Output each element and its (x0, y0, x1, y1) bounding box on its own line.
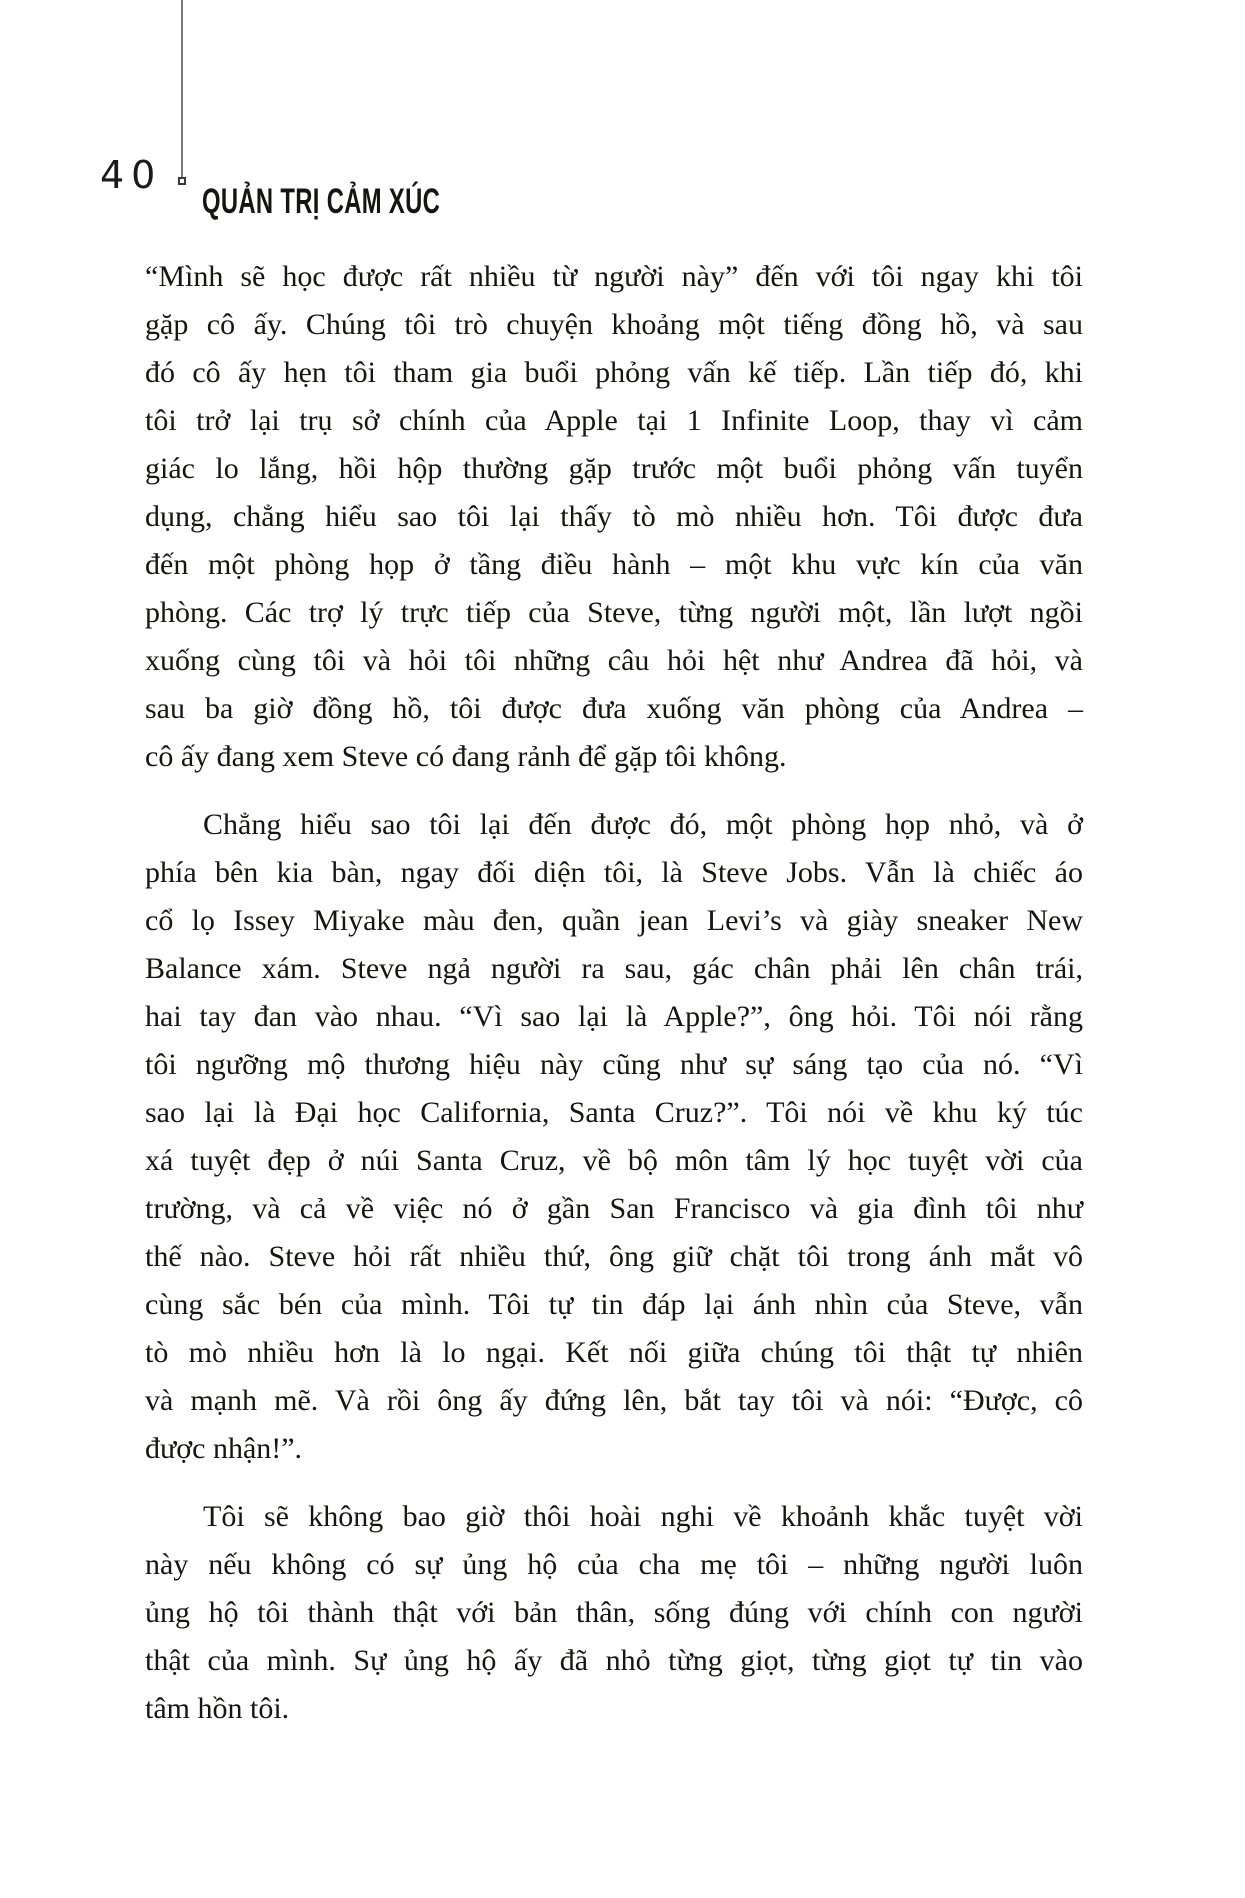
page-number: 40 (100, 153, 163, 197)
text-line: đó cô ấy hẹn tôi tham gia buổi phỏng vấn kế tiếp. Lần tiếp đó, khi (145, 356, 1083, 389)
text-line: gặp cô ấy. Chúng tôi trò chuyện khoảng một tiếng đồng hồ, và sau (145, 308, 1083, 341)
text-line: sao lại là Đại học California, Santa Cruz?”. Tôi nói về khu ký túc (145, 1096, 1083, 1129)
text-line: hai tay đan vào nhau. “Vì sao lại là Apple?”, ông hỏi. Tôi nói rằng (145, 1000, 1083, 1033)
text-line: phía bên kia bàn, ngay đối diện tôi, là Steve Jobs. Vẫn là chiếc áo (145, 856, 1083, 889)
text-line: xá tuyệt đẹp ở núi Santa Cruz, về bộ môn tâm lý học tuyệt vời của (145, 1144, 1083, 1177)
paragraph (145, 801, 1083, 1473)
text-line: và mạnh mẽ. Và rồi ông ấy đứng lên, bắt tay tôi và nói: “Được, cô (145, 1384, 1083, 1417)
text-line: ủng hộ tôi thành thật với bản thân, sống đúng với chính con người (145, 1596, 1083, 1629)
text-line: trường, và cả về việc nó ở gần San Francisco và gia đình tôi như (145, 1192, 1083, 1225)
text-line: thế nào. Steve hỏi rất nhiều thứ, ông giữ chặt tôi trong ánh mắt vô (145, 1240, 1083, 1273)
text-line: sau ba giờ đồng hồ, tôi được đưa xuống văn phòng của Andrea – (145, 692, 1083, 725)
text-line: tâm hồn tôi. (145, 1692, 290, 1725)
text-line: cổ lọ Issey Miyake màu đen, quần jean Levi’s và giày sneaker New (145, 904, 1083, 937)
text-line: này nếu không có sự ủng hộ của cha mẹ tôi – những người luôn (145, 1548, 1083, 1581)
text-line: xuống cùng tôi và hỏi tôi những câu hỏi hệt như Andrea đã hỏi, và (145, 644, 1083, 677)
text-line: tò mò nhiều hơn là lo ngại. Kết nối giữa chúng tôi thật tự nhiên (145, 1336, 1083, 1369)
text-line: đến một phòng họp ở tầng điều hành – một khu vực kín của văn (145, 548, 1083, 581)
text-line: Chẳng hiểu sao tôi lại đến được đó, một phòng họp nhỏ, và ở (203, 808, 1083, 841)
text-line: Balance xám. Steve ngả người ra sau, gác chân phải lên chân trái, (145, 952, 1083, 985)
paragraph (145, 1493, 1083, 1733)
running-title: QUẢN TRỊ CẢM XÚC (202, 182, 441, 222)
text-line: Tôi sẽ không bao giờ thôi hoài nghi về khoảnh khắc tuyệt vời (203, 1500, 1083, 1533)
paragraph (145, 253, 1083, 781)
rule-end-square-marker (178, 177, 186, 185)
text-line: dụng, chẳng hiểu sao tôi lại thấy tò mò nhiều hơn. Tôi được đưa (145, 500, 1083, 533)
text-line: phòng. Các trợ lý trực tiếp của Steve, từng người một, lần lượt ngồi (145, 596, 1083, 629)
text-line: tôi trở lại trụ sở chính của Apple tại 1 Infinite Loop, thay vì cảm (145, 404, 1083, 437)
text-line: cô ấy đang xem Steve có đang rảnh để gặp tôi không. (145, 740, 787, 773)
text-line: cùng sắc bén của mình. Tôi tự tin đáp lại ánh nhìn của Steve, vẫn (145, 1288, 1083, 1321)
text-line: thật của mình. Sự ủng hộ ấy đã nhỏ từng giọt, từng giọt tự tin vào (145, 1644, 1083, 1677)
text-line: “Mình sẽ học được rất nhiều từ người này” đến với tôi ngay khi tôi (145, 260, 1083, 293)
text-line: giác lo lắng, hồi hộp thường gặp trước một buổi phỏng vấn tuyển (145, 452, 1083, 485)
header-vertical-rule (181, 0, 183, 178)
text-line: được nhận!”. (145, 1432, 303, 1465)
body-text (145, 253, 1083, 1733)
text-line: tôi ngưỡng mộ thương hiệu này cũng như sự sáng tạo của nó. “Vì (145, 1048, 1083, 1081)
